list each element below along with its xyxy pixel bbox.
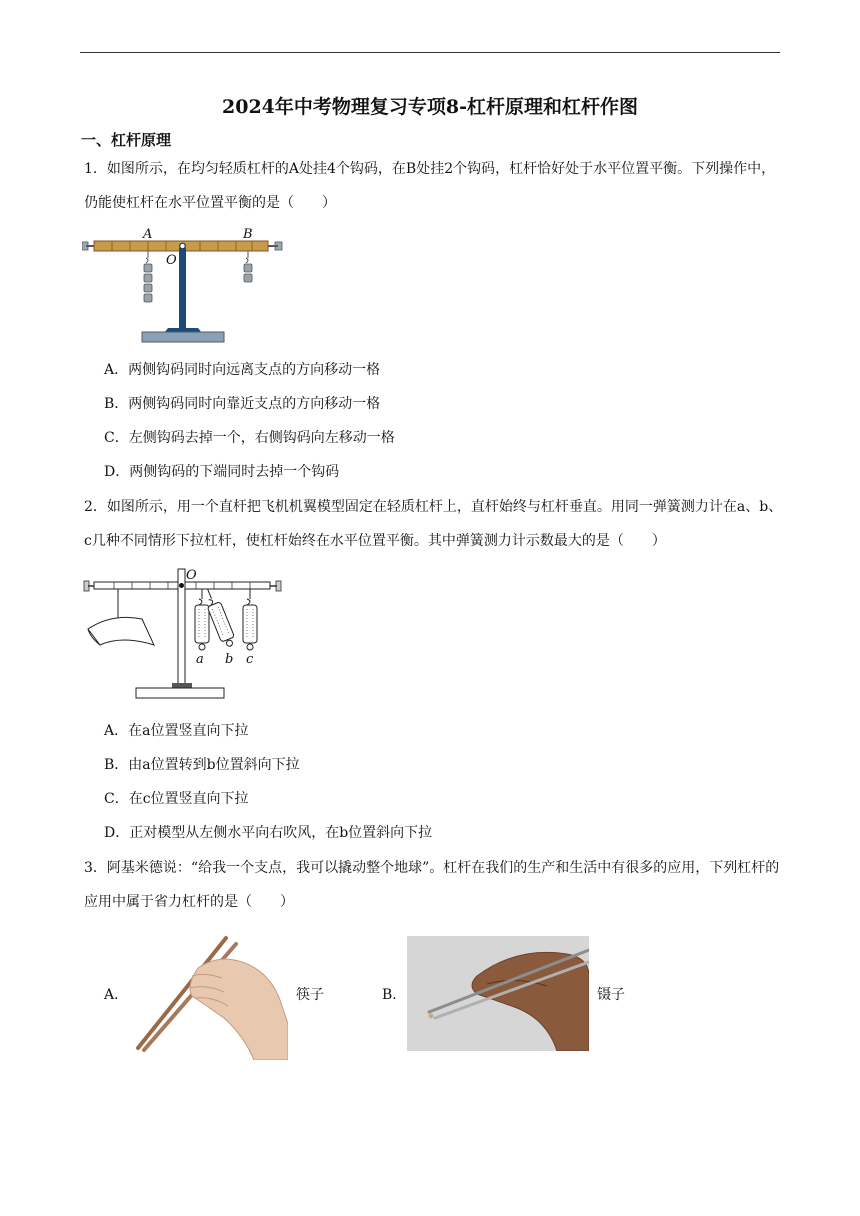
stand-base <box>142 332 224 342</box>
q3-option-a-name[interactable]: 筷子 <box>296 987 324 1003</box>
pivot-point <box>180 243 186 249</box>
label-a: A <box>143 227 153 242</box>
q1-option-d[interactable]: D．两侧钩码的下端同时去掉一个钩码 <box>104 464 340 480</box>
q3-option-b-name[interactable]: 镊子 <box>597 987 625 1003</box>
q2-stand-base <box>136 688 224 698</box>
page-title: 2024年中考物理复习专项8-杠杆原理和杠杆作图 <box>222 96 638 118</box>
q3-option-b-letter[interactable]: B． <box>382 987 407 1003</box>
q2-option-b[interactable]: B．由a位置转到b位置斜向下拉 <box>104 757 300 773</box>
q2-wing-lever-figure <box>82 565 286 701</box>
weights-at-a <box>144 251 152 302</box>
q2-option-a[interactable]: A．在a位置竖直向下拉 <box>104 723 249 739</box>
wing-model <box>88 617 154 645</box>
question-1-stem: 1．如图所示，在均匀轻质杠杆的A处挂4个钩码，在B处挂2个钩码，杠杆恰好处于水平位置平衡。下列操作中，仍能使杠杆在水平位置平衡的是（ ） <box>84 161 776 211</box>
question-2-stem: 2．如图所示，用一个直杆把飞机机翼模型固定在轻质杠杆上，直杆始终与杠杆垂直。用同一弹簧测力计在a、b、c几种不同情形下拉杠杆，使杠杆始终在水平位置平衡。其中弹簧测力计示数最大的是（ ） <box>84 499 783 549</box>
chopsticks-photo <box>132 932 288 1060</box>
stand-pole <box>179 248 186 328</box>
q2-label-o: O <box>186 568 197 583</box>
q2-label-b: b <box>225 652 234 667</box>
q2-label-c: c <box>246 652 254 667</box>
q2-option-d[interactable]: D．正对模型从左侧水平向右吹风，在b位置斜向下拉 <box>104 825 433 841</box>
q2-label-a: a <box>196 652 204 667</box>
q2-option-c[interactable]: C．在c位置竖直向下拉 <box>104 791 249 807</box>
header-rule <box>80 52 780 53</box>
label-b: B <box>243 227 253 242</box>
weights-at-b <box>244 251 252 282</box>
q1-option-b[interactable]: B．两侧钩码同时向靠近支点的方向移动一格 <box>104 396 381 412</box>
q1-lever-figure <box>82 222 286 346</box>
spring-scale-a <box>195 589 209 650</box>
label-o: O <box>166 253 177 268</box>
question-3-stem: 3．阿基米德说：“给我一个支点，我可以撬动整个地球”。杠杆在我们的生产和生活中有很多的应用，下列杠杆的应用中属于省力杠杆的是（ ） <box>84 860 780 910</box>
q1-option-c[interactable]: C．左侧钩码去掉一个，右侧钩码向左移动一格 <box>104 430 395 446</box>
tweezers-photo <box>407 936 589 1051</box>
q3-option-a-letter[interactable]: A． <box>104 987 129 1003</box>
spring-scale-c <box>243 589 257 650</box>
q1-option-a[interactable]: A．两侧钩码同时向远离支点的方向移动一格 <box>104 362 381 378</box>
section-heading: 一、杠杆原理 <box>81 131 172 149</box>
